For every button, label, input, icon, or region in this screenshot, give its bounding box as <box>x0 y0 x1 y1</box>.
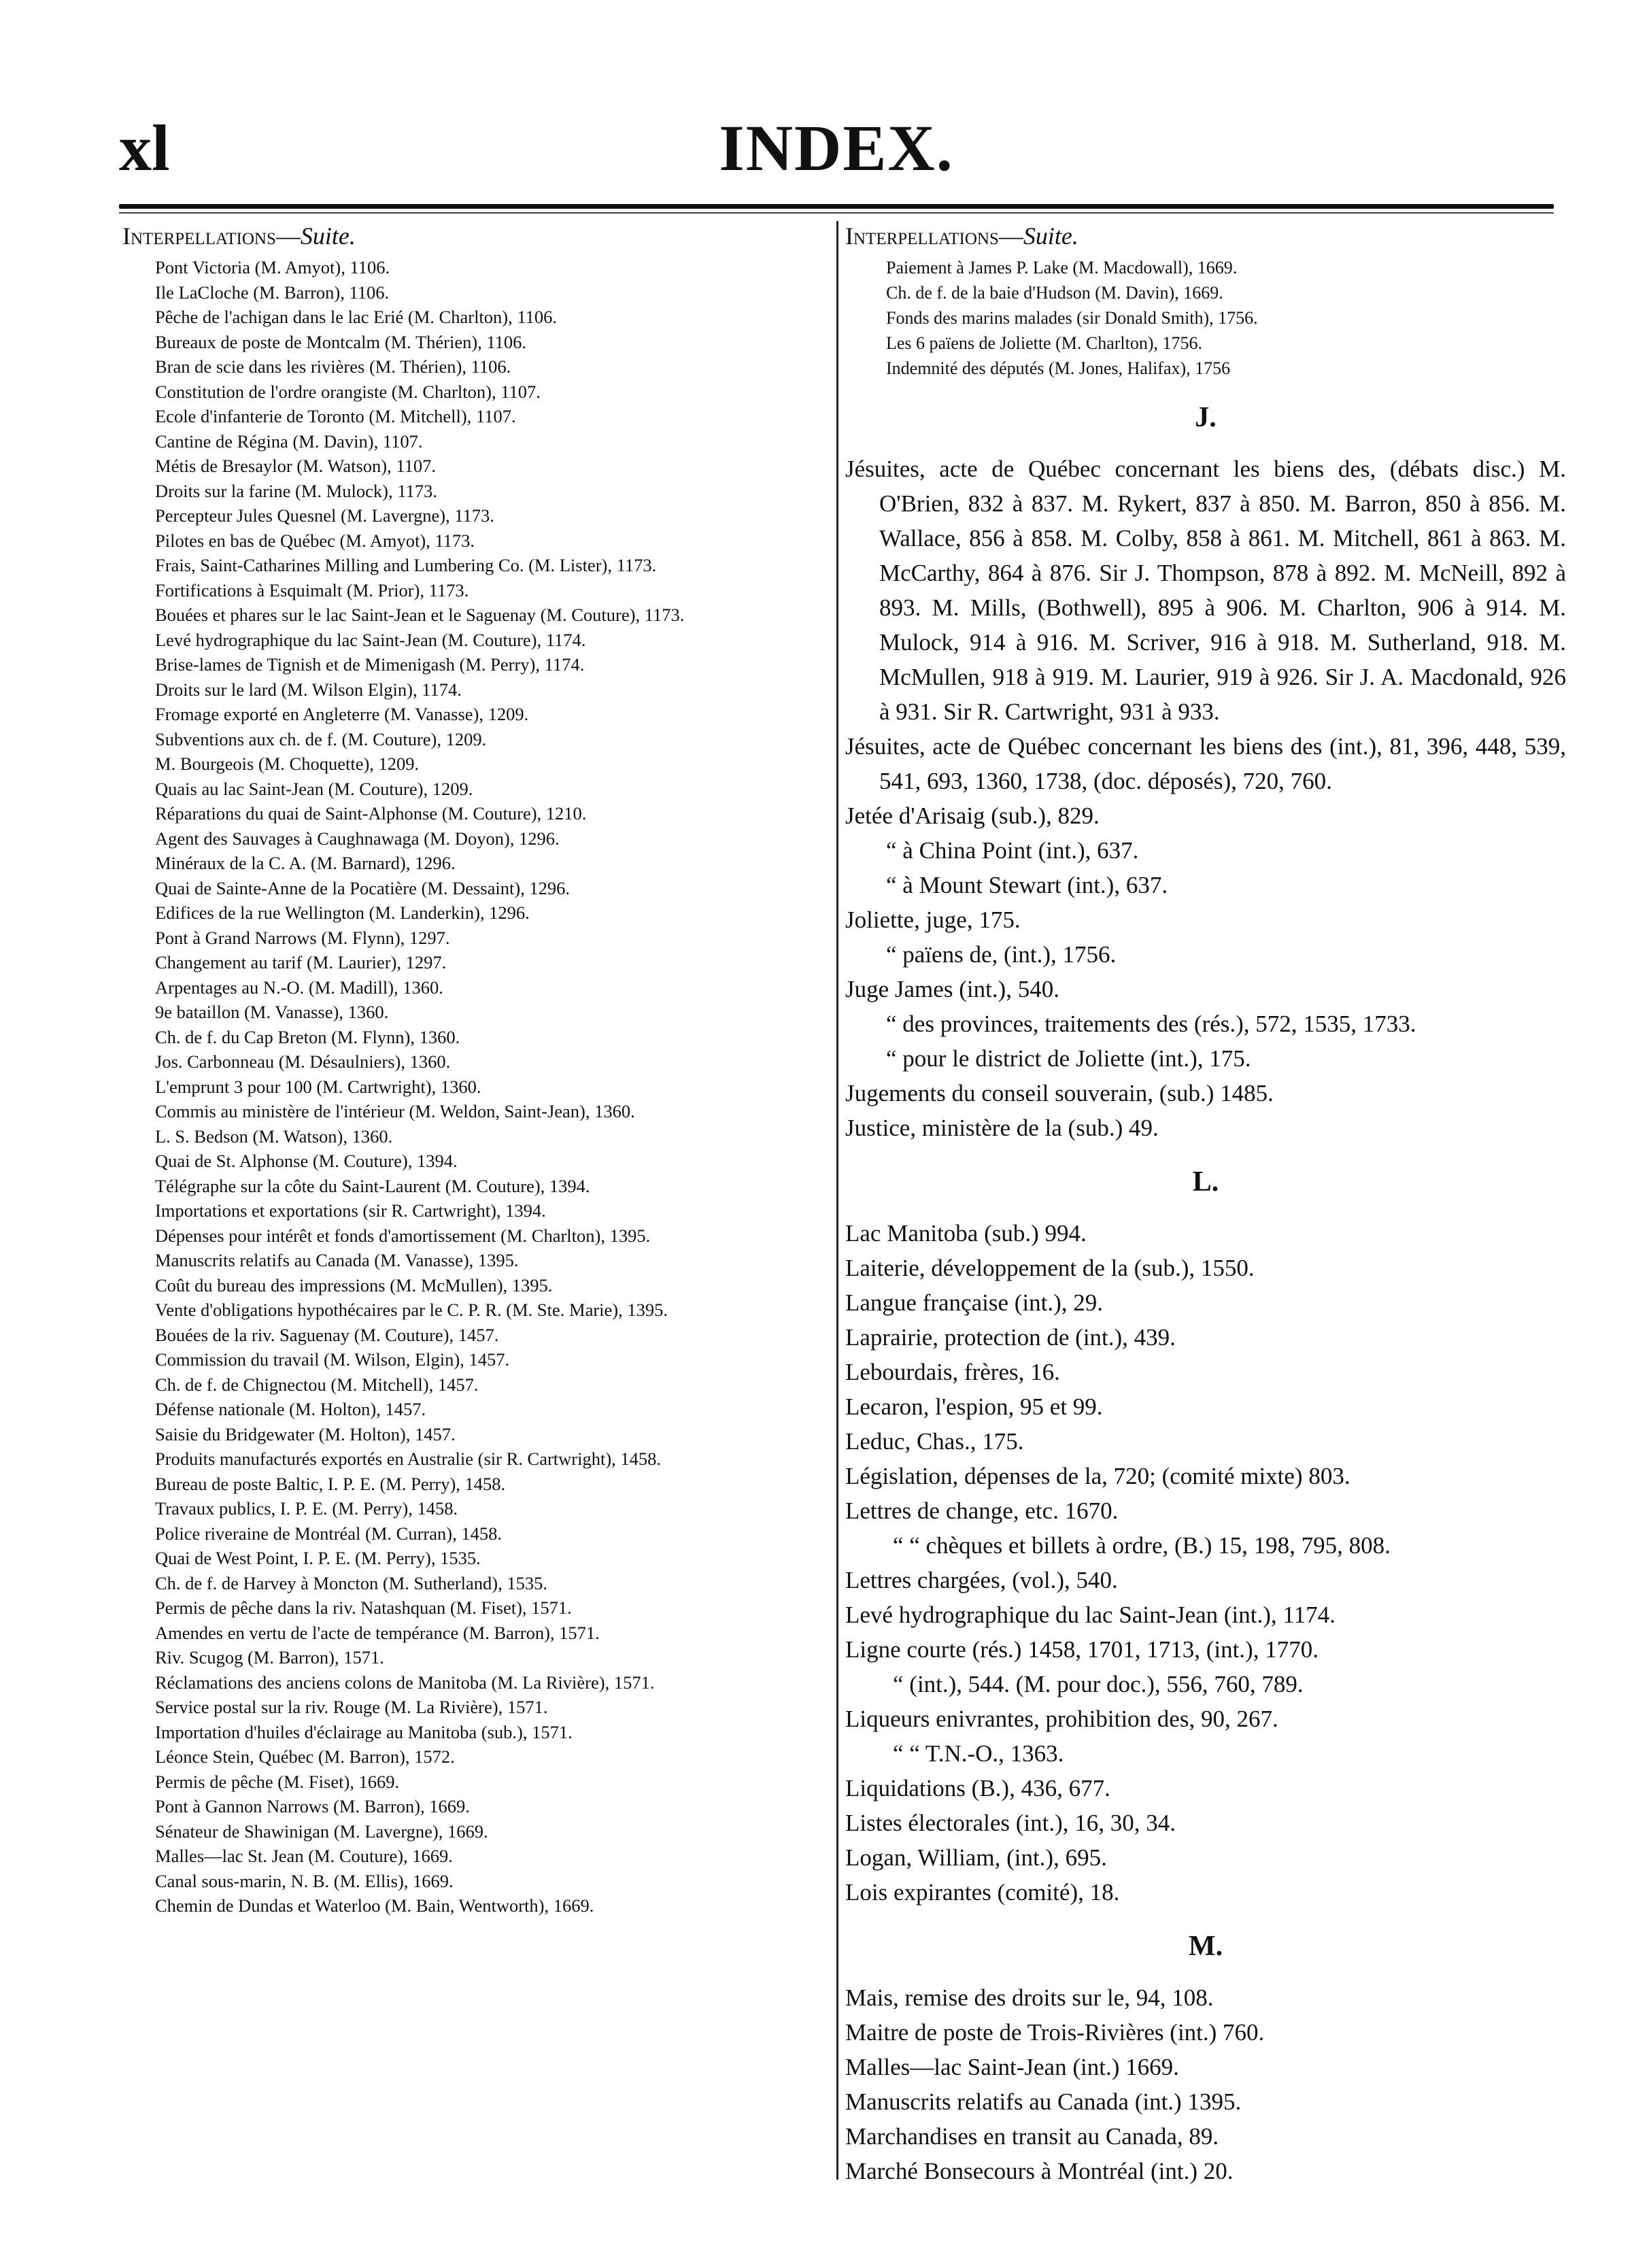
index-entry: Léonce Stein, Québec (M. Barron), 1572. <box>155 1746 455 1767</box>
index-entry: Quai de West Point, I. P. E. (M. Perry), 1535. <box>155 1548 481 1568</box>
heading-suite: Suite. <box>1023 222 1078 250</box>
index-entry: Pont Victoria (M. Amyot), 1106. <box>155 257 390 277</box>
index-entry: Quai de St. Alphonse (M. Couture), 1394. <box>155 1151 458 1171</box>
index-entry: Ile LaCloche (M. Barron), 1106. <box>155 282 390 303</box>
index-entry: Importations et exportations (sir R. Cartwright), 1394. <box>155 1200 546 1221</box>
index-entry: Justice, ministère de la (sub.) 49. <box>845 1115 1159 1141</box>
index-entry: Pont à Grand Narrows (M. Flynn), 1297. <box>155 927 450 948</box>
index-entry: Réparations du quai de Saint-Alphonse (M. Couture), 1210. <box>155 803 587 824</box>
right-column <box>836 221 1566 2184</box>
index-entry: Défense nationale (M. Holton), 1457. <box>155 1399 426 1419</box>
index-entry: Pêche de l'achigan dans le lac Erié (M. Charlton), 1106. <box>155 307 558 327</box>
index-entry: Laprairie, protection de (int.), 439. <box>845 1324 1176 1351</box>
index-entry: Lebourdais, frères, 16. <box>845 1359 1060 1385</box>
index-entry: Jetée d'Arisaig (sub.), 829. <box>845 802 1100 829</box>
index-entry: “ à Mount Stewart (int.), 637. <box>886 872 1168 898</box>
index-entry: Bran de scie dans les rivières (M. Thérien), 1106. <box>155 356 511 377</box>
index-entry: Arpentages au N.-O. (M. Madill), 1360. <box>155 977 443 998</box>
index-entry: Bouées de la riv. Saguenay (M. Couture), 1457. <box>155 1324 499 1345</box>
index-entry: Vente d'obligations hypothécaires par le C. P. R. (M. Ste. Marie), 1395. <box>155 1300 668 1320</box>
index-entry: Produits manufacturés exportés en Australie (sir R. Cartwright), 1458. <box>155 1449 662 1469</box>
index-entry: Droits sur la farine (M. Mulock), 1173. <box>155 480 437 501</box>
index-entry: Travaux publics, I. P. E. (M. Perry), 1458. <box>155 1498 458 1519</box>
index-entry: Jos. Carbonneau (M. Désaulniers), 1360. <box>155 1051 451 1072</box>
index-entry: Commission du travail (M. Wilson, Elgin), 1457. <box>155 1349 510 1370</box>
index-entry: Percepteur Jules Quesnel (M. Lavergne), 1173. <box>155 505 494 526</box>
index-entry: Jésuites, acte de Québec concernant les biens des (int.), 81, 396, 448, 539, 541, 693, 1360, 1738, (doc. déposés), 720, 760. <box>845 733 1566 794</box>
index-entry: Législation, dépenses de la, 720; (comité mixte) 803. <box>845 1463 1350 1489</box>
index-entry: Manuscrits relatifs au Canada (M. Vanasse), 1395. <box>155 1250 519 1270</box>
index-entry: Pilotes en bas de Québec (M. Amyot), 1173. <box>155 530 475 551</box>
index-entry: Mais, remise des droits sur le, 94, 108. <box>845 1984 1214 2011</box>
index-entry: Lac Manitoba (sub.) 994. <box>845 1220 1087 1247</box>
index-entry: Pont à Gannon Narrows (M. Barron), 1669. <box>155 1796 470 1816</box>
index-entry: Service postal sur la riv. Rouge (M. La Rivière), 1571. <box>155 1697 548 1717</box>
index-entry: Liquidations (B.), 436, 677. <box>845 1775 1110 1801</box>
index-entry: Bureaux de poste de Montcalm (M. Thérien), 1106. <box>155 331 527 352</box>
index-entry: Joliette, juge, 175. <box>845 907 1021 933</box>
index-entry: Ch. de f. de Harvey à Moncton (M. Sutherland), 1535. <box>155 1572 547 1593</box>
index-entry: “ pour le district de Joliette (int.), 175. <box>886 1045 1251 1072</box>
index-entry: Dépenses pour intérêt et fonds d'amortissement (M. Charlton), 1395. <box>155 1225 651 1246</box>
index-entry: Lettres chargées, (vol.), 540. <box>845 1567 1118 1593</box>
heading-label: Interpellations— <box>845 222 1023 250</box>
index-entry: Télégraphe sur la côte du Saint-Laurent (M. Couture), 1394. <box>155 1175 590 1196</box>
index-entry: Quais au lac Saint-Jean (M. Couture), 1209. <box>155 778 473 799</box>
index-entry: Amendes en vertu de l'acte de tempérance (M. Barron), 1571. <box>155 1622 600 1643</box>
index-entry: Fonds des marins malades (sir Donald Smith), 1756. <box>886 308 1258 328</box>
index-entry: Fortifications à Esquimalt (M. Prior), 1173. <box>155 579 469 600</box>
index-entry: Fromage exporté en Angleterre (M. Vanasse), 1209. <box>155 704 529 724</box>
index-entry: Les 6 païens de Joliette (M. Charlton), 1756. <box>886 333 1203 353</box>
index-entry: Lecaron, l'espion, 95 et 99. <box>845 1393 1103 1420</box>
index-entry: Jugements du conseil souverain, (sub.) 1485. <box>845 1080 1274 1106</box>
index-entry: Manuscrits relatifs au Canada (int.) 1395. <box>845 2088 1242 2115</box>
index-entry: “ des provinces, traitements des (rés.), 572, 1535, 1733. <box>886 1011 1416 1037</box>
index-entry: “ païens de, (int.), 1756. <box>886 941 1117 968</box>
index-entry: Logan, William, (int.), 695. <box>845 1844 1107 1871</box>
index-entry: Coût du bureau des impressions (M. McMullen), 1395. <box>155 1274 553 1296</box>
index-entry: Levé hydrographique du lac Saint-Jean (int.), 1174. <box>845 1602 1336 1628</box>
heading-label: Interpellations— <box>122 222 301 250</box>
index-entry: Listes électorales (int.), 16, 30, 34. <box>845 1810 1176 1836</box>
index-entry: Marchandises en transit au Canada, 89. <box>845 2123 1219 2150</box>
index-entry: Indemnité des députés (M. Jones, Halifax), 1756 <box>886 358 1231 378</box>
index-entry: Ch. de f. de Chignectou (M. Mitchell), 1457. <box>155 1374 479 1395</box>
index-entry: 9e bataillon (M. Vanasse), 1360. <box>155 1002 389 1022</box>
letter-heading-m: M. <box>1188 1931 1223 1962</box>
index-entry: Levé hydrographique du lac Saint-Jean (M. Couture), 1174. <box>155 629 586 650</box>
letter-heading-j: J. <box>1195 402 1217 433</box>
index-entry: Métis de Bresaylor (M. Watson), 1107. <box>155 456 436 476</box>
index-entry: Changement au tarif (M. Laurier), 1297. <box>155 952 447 972</box>
index-entry: Ecole d'infanterie de Toronto (M. Mitchell), 1107. <box>155 406 516 426</box>
index-entry: Police riveraine de Montréal (M. Curran), 1458. <box>155 1523 502 1544</box>
index-entry: Ch. de f. de la baie d'Hudson (M. Davin), 1669. <box>886 283 1223 303</box>
index-entry: Bureau de poste Baltic, I. P. E. (M. Perry), 1458. <box>155 1473 506 1494</box>
index-entry: Juge James (int.), 540. <box>845 976 1059 1002</box>
left-entry-list <box>122 255 830 1918</box>
index-entry: Ligne courte (rés.) 1458, 1701, 1713, (int.), 1770. <box>845 1636 1319 1663</box>
page-header <box>119 112 1554 211</box>
index-entry: Laiterie, développement de la (sub.), 1550. <box>845 1255 1255 1281</box>
index-entry: Saisie du Bridgewater (M. Holton), 1457. <box>155 1423 456 1444</box>
index-entry: Importation d'huiles d'éclairage au Manitoba (sub.), 1571. <box>155 1721 573 1742</box>
header-rule <box>119 204 1554 209</box>
index-entry: Quai de Sainte-Anne de la Pocatière (M. Dessaint), 1296. <box>155 877 571 898</box>
letter-heading-l: L. <box>1192 1166 1219 1198</box>
left-column <box>122 221 830 1918</box>
index-entry: L'emprunt 3 pour 100 (M. Cartwright), 1360. <box>155 1076 481 1097</box>
index-entry: “ à China Point (int.), 637. <box>886 837 1139 864</box>
index-entry: “ “ T.N.-O., 1363. <box>893 1740 1064 1767</box>
index-entry: “ “ chèques et billets à ordre, (B.) 15, 198, 795, 808. <box>893 1532 1391 1559</box>
index-entry: Malles—lac St. Jean (M. Couture), 1669. <box>155 1846 453 1866</box>
index-entry: Subventions aux ch. de f. (M. Couture), 1209. <box>155 728 487 749</box>
index-entry: Lois expirantes (comité), 18. <box>845 1879 1120 1906</box>
index-entry: Liqueurs enivrantes, prohibition des, 90, 267. <box>845 1706 1278 1732</box>
m-entry-list <box>845 1980 1566 2188</box>
index-entry: Edifices de la rue Wellington (M. Landerkin), 1296. <box>155 902 530 923</box>
right-small-entry-list <box>845 255 1566 381</box>
index-entry: Droits sur le lard (M. Wilson Elgin), 1174. <box>155 679 462 700</box>
page-number: xl <box>119 112 170 184</box>
index-entry: Frais, Saint-Catharines Milling and Lumbering Co. (M. Lister), 1173. <box>155 555 657 575</box>
index-entry: Chemin de Dundas et Waterloo (M. Bain, Wentworth), 1669. <box>155 1895 594 1916</box>
heading-suite: Suite. <box>300 222 356 250</box>
index-entry: Constitution de l'ordre orangiste (M. Charlton), 1107. <box>155 381 541 402</box>
left-column-heading <box>122 221 830 251</box>
index-entry: Marché Bonsecours à Montréal (int.) 20. <box>845 2158 1234 2184</box>
index-entry: Paiement à James P. Lake (M. Macdowall), 1669. <box>886 258 1238 277</box>
index-entry: Canal sous-marin, N. B. (M. Ellis), 1669. <box>155 1870 454 1891</box>
index-entry: Commis au ministère de l'intérieur (M. Weldon, Saint-Jean), 1360. <box>155 1101 635 1121</box>
index-entry: Minéraux de la C. A. (M. Barnard), 1296. <box>155 853 456 873</box>
j-entry-list <box>845 452 1566 1145</box>
page-title: INDEX. <box>719 112 954 184</box>
index-entry: Réclamations des anciens colons de Manitoba (M. La Rivière), 1571. <box>155 1672 655 1693</box>
index-entry: Leduc, Chas., 175. <box>845 1428 1024 1455</box>
index-entry: Brise-lames de Tignish et de Mimenigash (M. Perry), 1174. <box>155 654 585 675</box>
index-entry: Cantine de Régina (M. Davin), 1107. <box>155 430 423 452</box>
header-rule-thin <box>119 212 1554 214</box>
index-entry: Jésuites, acte de Québec concernant les biens des, (débats disc.) M. O'Brien, 832 à 837. M. Rykert, 837 à 850. M. Barron, 850 à 856. M. Wallace, 856 à 858. M. Colby, 858 à 861. M. Mitchell, 861 à 863. M. McCarthy, 864 à 876. Sir J. Thompson, 878 à 892. M. McNeill, 892 à 893. M. Mills, (Bothwell), 895 à 906. M. Charlton, 906 à 914. M. Mulock, 914 à 916. M. Scriver, 916 à 918. M. Sutherland, 918. M. McMullen, 918 à 919. M. Laurier, 919 à 926. Sir J. A. Macdonald, 926 à 931. Sir R. Cartwright, 931 à 933. <box>845 456 1566 725</box>
index-entry: Bouées et phares sur le lac Saint-Jean et le Saguenay (M. Couture), 1173. <box>155 605 685 625</box>
index-entry: Lettres de change, etc. 1670. <box>845 1497 1119 1524</box>
index-entry: Sénateur de Shawinigan (M. Lavergne), 1669. <box>155 1821 488 1842</box>
index-entry: Ch. de f. du Cap Breton (M. Flynn), 1360. <box>155 1026 460 1047</box>
index-entry: M. Bourgeois (M. Choquette), 1209. <box>155 754 420 774</box>
index-entry: Malles—lac Saint-Jean (int.) 1669. <box>845 2054 1179 2080</box>
index-entry: Riv. Scugog (M. Barron), 1571. <box>155 1647 384 1668</box>
index-entry: Langue française (int.), 29. <box>845 1289 1104 1316</box>
index-entry: Permis de pêche dans la riv. Natashquan (M. Fiset), 1571. <box>155 1597 572 1618</box>
index-entry: “ (int.), 544. (M. pour doc.), 556, 760, 789. <box>893 1671 1304 1697</box>
l-entry-list <box>845 1216 1566 1910</box>
index-entry: Permis de pêche (M. Fiset), 1669. <box>155 1771 400 1792</box>
index-entry: Agent des Sauvages à Caughnawaga (M. Doyon), 1296. <box>155 828 560 849</box>
right-column-heading <box>845 221 1566 251</box>
index-entry: L. S. Bedson (M. Watson), 1360. <box>155 1125 393 1147</box>
index-entry: Maitre de poste de Trois-Rivières (int.) 760. <box>845 2019 1265 2046</box>
